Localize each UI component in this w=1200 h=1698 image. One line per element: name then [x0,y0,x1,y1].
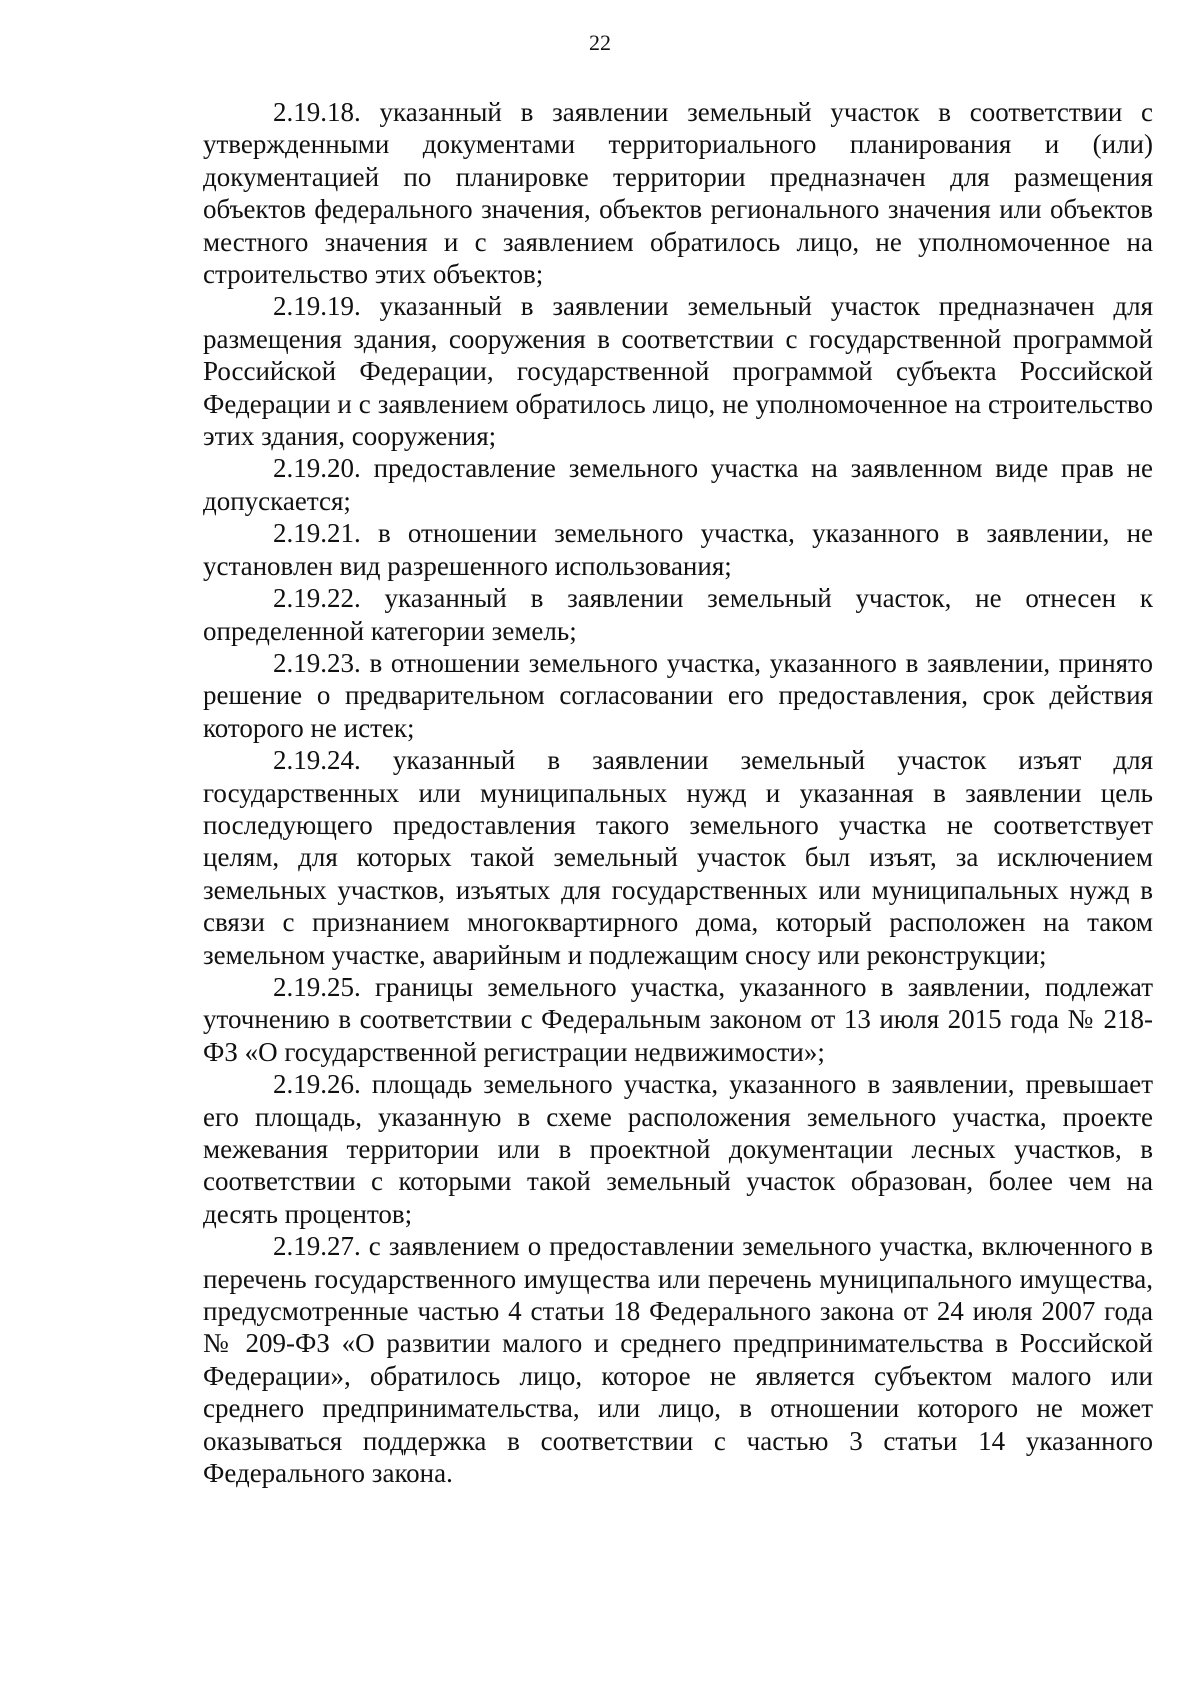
paragraph-2-19-19 [203,290,1153,452]
paragraph-text: указанный в заявлении земельный участок предназначен для размещения здания, сооружения в соответствии с государственной программой Российской Федерации, государственной программой субъекта Российской Федерации и с заявлением обратилось лицо, не уполномоченное на строительство этих здания, сооружения; [203,291,1154,452]
paragraph-number: 2.19.19. [273,291,361,322]
paragraph-2-19-23 [203,647,1153,744]
page-number: 22 [589,30,611,55]
paragraph-number: 2.19.21. [273,518,361,549]
paragraph-2-19-20 [203,452,1153,517]
paragraph-text: в отношении земельного участка, указанного в заявлении, не установлен вид разрешенного использования; [203,518,1153,581]
paragraph-text: указанный в заявлении земельный участок, не отнесен к определенной категории земель; [203,583,1153,646]
paragraph-2-19-27 [203,1230,1153,1489]
paragraph-number: 2.19.26. [273,1069,361,1100]
paragraph-text: площадь земельного участка, указанного в заявлении, превышает его площадь, указанную в схеме расположения земельного участка, проекте межевания территории или в проектной документации лесных участков, в соответствии с которыми такой земельный участок образован, более чем на десять процентов; [203,1069,1153,1229]
paragraph-number: 2.19.22. [273,583,361,614]
paragraph-2-19-21 [203,517,1153,582]
paragraph-text: указанный в заявлении земельный участок изъят для государственных или муниципальных нужд и указанная в заявлении цель последующего предоставления такого земельного участка не соответствует целям, для которых такой земельный участок был изъят, за исключением земельных участков, изъятых для государственных или муниципальных нужд в связи с признанием многоквартирного дома, который расположен на таком земельном участке, аварийным и подлежащим сносу или реконструкции; [203,745,1154,970]
paragraph-number: 2.19.20. [273,453,361,484]
paragraph-2-19-26 [203,1068,1153,1230]
paragraph-2-19-24 [203,744,1153,971]
paragraph-number: 2.19.24. [273,745,361,776]
paragraph-number: 2.19.18. [273,97,361,127]
paragraph-2-19-25 [203,971,1153,1068]
paragraph-text: указанный в заявлении земельный участок в соответствии с утвержденными документами территориального планирования и (или) документацией по планировке территории предназначен для размещения объектов федерального значения, объектов регионального значения или объектов местного значения и с заявлением обратилось лицо, не уполномоченное на строительство этих объектов; [203,97,1154,290]
paragraph-number: 2.19.23. [273,647,361,678]
paragraph-text: предоставление земельного участка на заявленном виде прав не допускается; [203,453,1153,516]
paragraph-2-19-18 [203,96,1153,290]
document-body [203,96,1153,1489]
paragraph-text: с заявлением о предоставлении земельного участка, включенного в перечень государственного имущества или перечень муниципального имущества, предусмотренные частью 4 статьи 18 Федерального закона от 24 июля 2007 года № 209-ФЗ «О развитии малого и среднего предпринимательства в Российской Федерации», обратилось лицо, которое не является субъектом малого или среднего предпринимательства, или лицо, в отношении которого не может оказываться поддержка в соответствии с частью 3 статьи 14 указанного Федерального закона. [203,1231,1153,1489]
paragraph-text: в отношении земельного участка, указанного в заявлении, принято решение о предварительном согласовании его предоставления, срок действия которого не истек; [203,647,1153,743]
paragraph-number: 2.19.25. [273,971,361,1002]
paragraph-number: 2.19.27. [273,1231,361,1262]
paragraph-2-19-22 [203,582,1153,647]
paragraph-text: границы земельного участка, указанного в заявлении, подлежат уточнению в соответствии с Федеральным законом от 13 июля 2015 года № 218-ФЗ «О государственной регистрации недвижимости»; [203,971,1153,1067]
